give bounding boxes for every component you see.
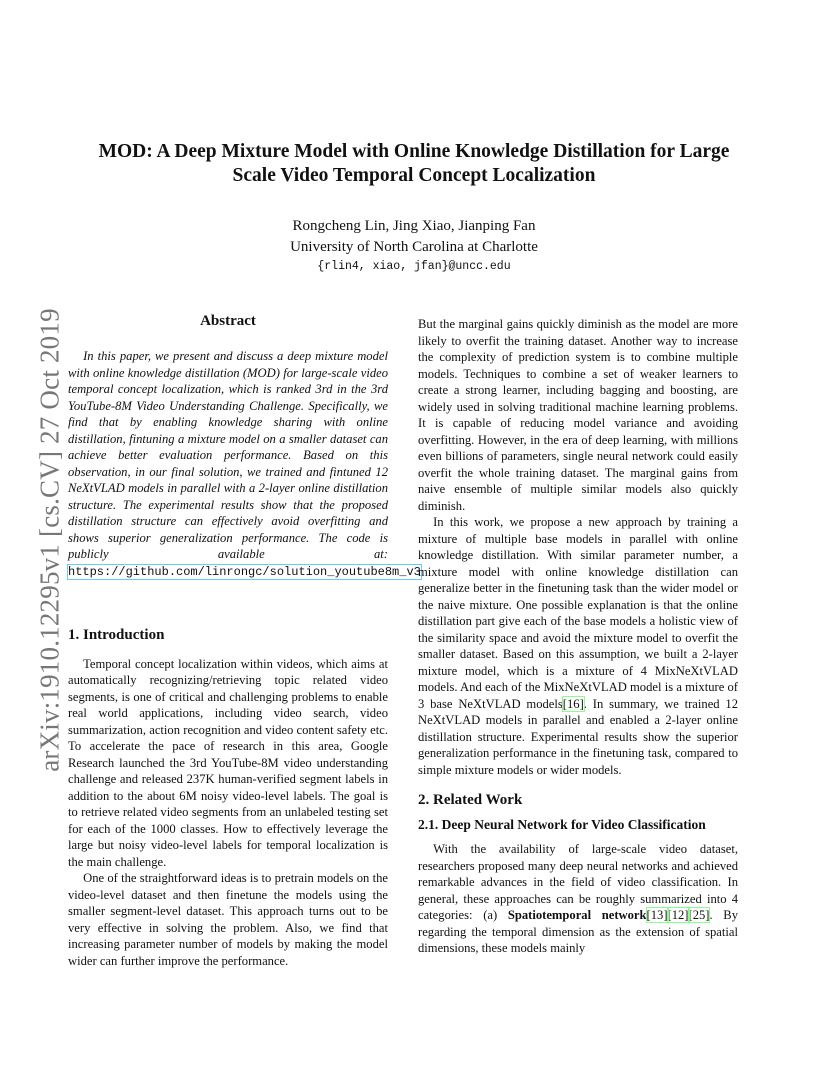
introduction-section <box>68 627 388 969</box>
right-paragraph-1: But the marginal gains quickly diminish as the model are more likely to overfit the training dataset. Another way to increase the complexity of prediction system is to combine multiple models. Techniques to combine a set of weaker learners to create a strong learner, including bagging and boosting, are widely used in solving traditional machine learning problems. It is capable of reducing model variance and avoiding overfitting. However, in the era of deep learning, with millions even billions of parameters, single neural network could easily overfit the whole training dataset. The marginal gains from naive ensemble of multiple similar models also quickly diminish. <box>418 317 738 513</box>
authors: Rongcheng Lin, Jing Xiao, Jianping Fan <box>292 218 536 234</box>
citation-12[interactable]: [12] <box>667 908 689 922</box>
title-line-1: MOD: A Deep Mixture Model with Online Knowledge Distillation for Large <box>98 141 730 162</box>
bold-term: Spatiotemporal network <box>507 908 647 922</box>
abstract-text: In this paper, we present and discuss a deep mixture model with online knowledge distillation (MOD) for large-scale video temporal concept localization, which is ranked 3rd in the 3rd YouTube-8M Video Understanding Challenge. Specifically, we find that by enabling knowledge sharing with online distillation, fintuning a mixture model on a smaller dataset can achieve better evaluation performance. Based on this observation, in our final solution, we trained and fintuned 12 NeXtVLAD models in parallel with a 2-layer online distillation structure. The experimental results show that the proposed distillation structure can effectively avoid overfitting and shows superior generalization performance. The code is publicly available at: <box>68 349 388 561</box>
related-paragraph-1: With the availability of large-scale video dataset, researchers proposed many deep neural networks and achieved remarkable advances in the field of video classification. In general, these approaches can be roughly summarized into 4 categories: (a) Spatiotemporal network[13][12][25]. By regarding the temporal dimension as the extension of spatial dimensions, these models mainly <box>418 842 738 955</box>
title-line-2: Scale Video Temporal Concept Localization <box>232 165 596 186</box>
code-url-link[interactable]: https://github.com/linrongc/solution_youtube8m_v3 <box>68 564 421 579</box>
right-paragraph-2: In this work, we propose a new approach by training a mixture of multiple base models in parallel with online knowledge distillation. With similar parameter number, a mixture model with online knowledge distillation can generalize better in the finetuning task than the wider model or the naive mixture. One possible explanation is that the online distillation part give each of the base models a holistic view of the similarity space and avoid the mixture model to overfit the smaller dataset. Based on this assumption, we built a 2-layer mixture model, which is a mixture of 4 MixNeXtVLAD models. And each of the MixNeXtVLAD model is a mixture of 3 base NeXtVLAD models[16]. In summary, we trained 12 NeXtVLAD models in parallel and enabled a 2-layer online distillation structure. Experimental results show the superior generalization performance in the finetuning task, compared to simple mixture models or wider models. <box>418 515 738 777</box>
introduction-heading: 1. Introduction <box>68 627 165 643</box>
right-column <box>418 316 738 957</box>
paper-title <box>60 140 768 188</box>
intro-paragraph-2: One of the straightforward ideas is to pretrain models on the video-level dataset and then finetune the models using the smaller segment-level dataset. This approach turns out to be very effective in solving the problem. Also, we find that increasing parameter number of models by making the model wider can further improve the performance. <box>68 871 388 968</box>
citation-25[interactable]: [25] <box>688 908 710 922</box>
related-work-heading: 2. Related Work <box>418 792 523 808</box>
author-block <box>60 216 768 258</box>
citation-13[interactable]: [13] <box>646 908 668 922</box>
citation-16[interactable]: [16] <box>562 696 584 711</box>
intro-paragraph-1: Temporal concept localization within videos, which aims at automatically recognizing/retrieving topic related video segments, is one of critical and challenging problems to enable real world applications, including video search, video summarization, action recognition and video content safety etc. To accelerate the pace of research in this area, Google Research launched the 3rd YouTube-8M video understanding challenge and released 237K human-verified segment labels in addition to the about 6M noisy video-level labels. The goal is to retrieve related video segments from an unlabeled testing set for each of the 1000 classes. How to effectively leverage the large but noisy video-level labels for temporal localization is the main challenge. <box>68 656 388 869</box>
author-email: {rlin4, xiao, jfan}@uncc.edu <box>317 260 511 273</box>
abstract-heading: Abstract <box>200 313 256 329</box>
abstract-body <box>68 348 421 580</box>
affiliation: University of North Carolina at Charlotte <box>290 239 538 255</box>
related-work-subheading: 2.1. Deep Neural Network for Video Classification <box>418 816 706 832</box>
